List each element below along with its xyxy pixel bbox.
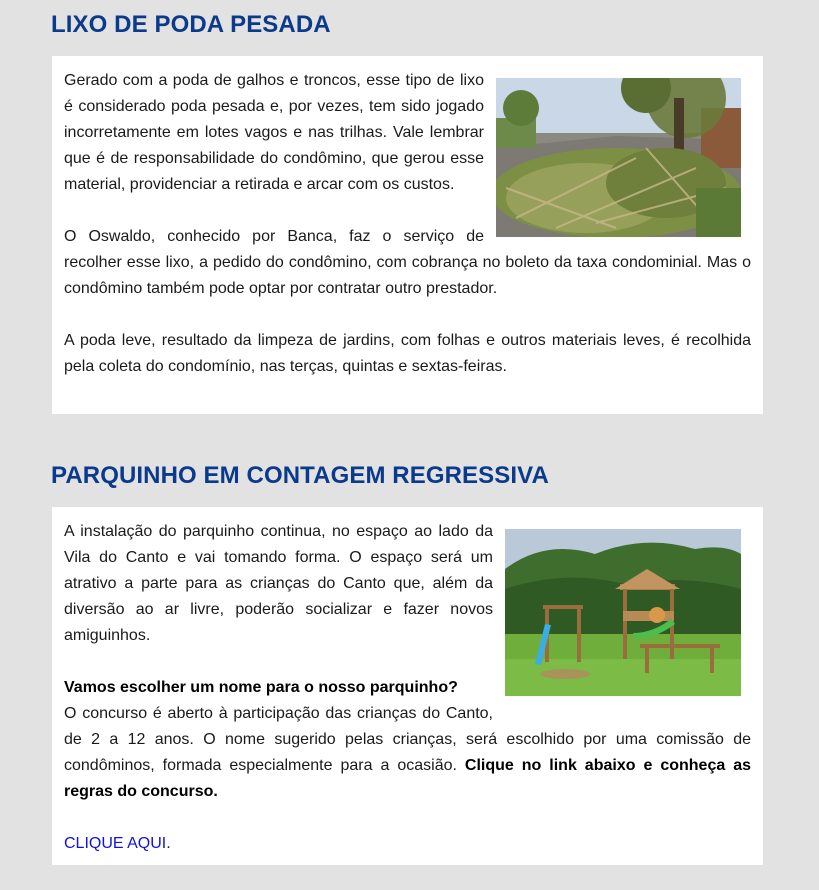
playground-photo [505,529,741,696]
link-period: . [166,835,171,852]
poda-paragraph-1: Gerado com a poda de galhos e troncos, esse tipo de lixo é considerado poda pesada e, por vezes, tem sido jogado incorretamente em lotes vagos e nas trilhas. Vale lembrar que é de responsabilidade do condômino, que gerou esse material, providenciar a retirada e arcar com os custos. [64,72,484,193]
contest-call-to-action: Clique no link abaixo e conheça as regras do concurso. [64,757,752,800]
card-poda [52,56,763,414]
contest-question: Vamos escolher um nome para o nosso parquinho? [64,679,458,696]
clique-aqui-link[interactable]: CLIQUE AQUI [64,835,167,852]
poda-paragraph-2: O Oswaldo, conhecido por Banca, faz o serviço de recolher esse lixo, a pedido do condômino, com cobrança no boleto da taxa condominial. Mas o condômino também pode optar por contratar outro prestador. [64,228,751,297]
section-title-poda: LIXO DE PODA PESADA [51,11,331,38]
parquinho-paragraph-1: A instalação do parquinho continua, no espaço ao lado da Vila do Canto e vai tomando forma. O espaço será um atrativo a parte para as crianças do Canto que, além da diversão ao ar livre, poderão socializar e fazer novos amiguinhos. [64,523,493,644]
pruning-debris-photo [496,78,741,237]
section-title-parquinho: PARQUINHO EM CONTAGEM REGRESSIVA [51,462,549,489]
poda-paragraph-3: A poda leve, resultado da limpeza de jardins, com folhas e outros materiais leves, é recolhida pela coleta do condomínio, nas terças, quintas e sextas-feiras. [64,332,751,375]
link-line [64,831,751,857]
contest-description: O concurso é aberto à participação das crianças do Canto, de 2 a 12 anos. O nome sugerido pelas crianças, será escolhido por uma comissão de condôminos, formada especialmente para a ocasião. [64,705,751,774]
card-parquinho [52,507,763,865]
